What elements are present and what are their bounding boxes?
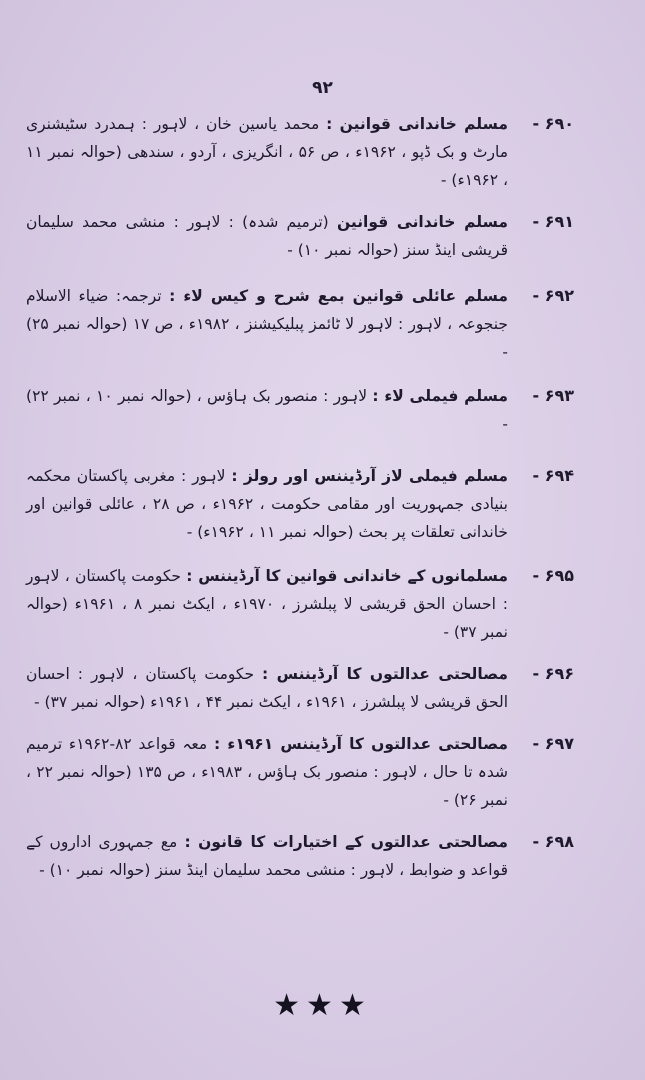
page-number: ۹۲ (312, 78, 333, 98)
entry-body: (ترمیم شدہ) : لاہور : منشی محمد سلیمان قریشی اینڈ سنز (حوالہ نمبر ۱۰) - (26, 213, 508, 259)
bibliography-entry (26, 462, 574, 546)
entry-title: مسلم خاندانی قوانین (336, 213, 508, 231)
bibliography-entry (26, 828, 574, 884)
entry-body: حکومت پاکستان ، لاہور : احسان الحق قریشی لا پبلشرز ، ۱۹۶۱ء ، ایکٹ نمبر ۴۴ ، ۱۹۶۱ء (حوالہ نمبر ۳۷) - (26, 665, 508, 711)
entry-title: مصالحتی عدالتوں کا آرڈیننس ۱۹۶۱ء : (213, 735, 508, 753)
bibliography-list (26, 110, 574, 884)
bibliography-entry (26, 730, 574, 814)
entry-body: لاہور : منصور بک ہاؤس ، (حوالہ نمبر ۱۰ ، نمبر ۲۲) - (26, 387, 508, 433)
entry-body: معہ قواعد ۸۲-۱۹۶۲ء ترمیم شدہ تا حال ، لاہور : منصور بک ہاؤس ، ۱۹۸۳ء ، ص ۱۳۵ (حوالہ نمبر ۲۲ ، نمبر ۲۶) - (26, 735, 509, 809)
entry-number: ۶۹۸ - (532, 832, 574, 851)
bibliography-entry (26, 282, 574, 366)
entry-body: حکومت پاکستان ، لاہور : احسان الحق قریشی لا پبلشرز ، ۱۹۷۰ء ، ایکٹ نمبر ۸ ، ۱۹۶۱ء (حوالہ نمبر ۳۷) - (26, 567, 508, 641)
entry-number: ۶۹۷ - (532, 734, 574, 753)
entry-number: ۶۹۰ - (532, 114, 574, 133)
entry-body: محمد یاسین خان ، لاہور : ہمدرد سٹیشنری مارٹ و بک ڈپو ، ۱۹۶۲ء ، ص ۵۶ ، انگریزی ، آردو ، سندھی (حوالہ نمبر ۱۱ ، ۱۹۶۲ء) - (26, 115, 509, 189)
entry-title: مسلم عائلی قوانین بمع شرح و کیس لاء : (169, 287, 508, 305)
entry-number: ۶۹۳ - (532, 386, 574, 405)
bibliography-entry (26, 660, 574, 716)
entry-title: مصالحتی عدالتوں کا آرڈیننس : (262, 665, 509, 683)
entry-body: مع جمہوری اداروں کے قواعد و ضوابط ، لاہور : منشی محمد سلیمان اینڈ سنز (حوالہ نمبر ۱۰) - (26, 833, 508, 879)
entry-title: مسلمانوں کے خاندانی قوانین کا آرڈیننس : (186, 567, 508, 585)
bibliography-entry (26, 382, 574, 438)
entry-number: ۶۹۴ - (532, 466, 574, 485)
entry-title: مسلم فیملی لاز آرڈیننس اور رولز : (231, 467, 508, 485)
bibliography-entry (26, 208, 574, 264)
entry-title: مسلم فیملی لاء : (372, 387, 508, 405)
entry-title: مصالحتی عدالتوں کے اختیارات کا قانون : (184, 833, 508, 851)
bibliography-entry (26, 562, 574, 646)
entry-number: ۶۹۱ - (532, 212, 574, 231)
entry-title: مسلم خاندانی قوانین : (326, 115, 508, 133)
entry-number: ۶۹۲ - (532, 286, 574, 305)
entry-body: ترجمہ: ضیاء الاسلام جنجوعہ ، لاہور : لاہور لا ٹائمز پبلیکیشنز ، ۱۹۸۲ء ، ص ۱۷ (حوالہ نمبر ۲۵) - (26, 287, 508, 361)
entry-number: ۶۹۶ - (532, 664, 574, 683)
bibliography-entry (26, 110, 574, 194)
entry-number: ۶۹۵ - (532, 566, 574, 585)
star-ornament: ★★★ (273, 988, 372, 1023)
entry-body: لاہور : مغربی پاکستان محکمہ بنیادی جمہوریت اور مقامی حکومت ، ۱۹۶۲ء ، ص ۲۸ ، عائلی قوانین اور خاندانی تعلقات پر بحث (حوالہ نمبر ۱۱ ، ۱۹۶۲ء) - (26, 467, 508, 541)
